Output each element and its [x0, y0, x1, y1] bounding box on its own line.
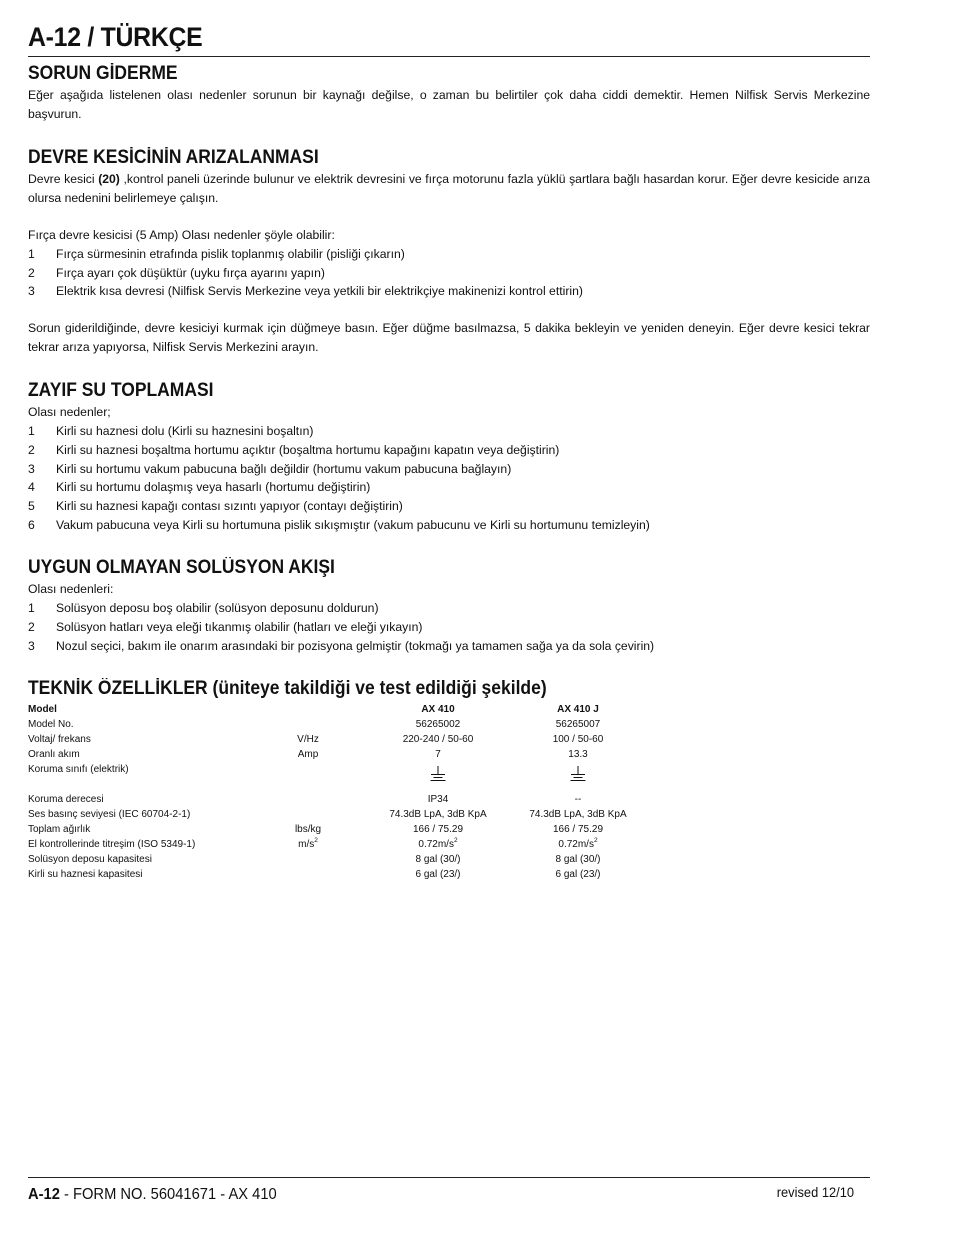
list-item: [28, 497, 870, 516]
table-cell: [248, 792, 368, 807]
list-item-text: Kirli su haznesi boşaltma hortumu açıktır (boşaltma hortumu kapağını kapatın veya değiştirin): [56, 442, 560, 457]
table-cell: AX 410: [421, 704, 455, 716]
table-cell: Model No.: [28, 719, 74, 731]
table-cell: Model: [28, 704, 57, 716]
document-body: [28, 62, 870, 882]
table-cell: 100 / 50-60: [552, 734, 604, 746]
table-cell: [508, 837, 648, 852]
table-cell: V/Hz: [297, 734, 319, 746]
table-cell: [508, 762, 648, 792]
page-title: A-12 / TÜRKÇE: [28, 22, 203, 52]
list-item-text: Fırça sürmesinin etrafında pislik toplanmış olabilir (pisliği çıkarın): [56, 247, 405, 261]
list-item: [28, 245, 870, 264]
table-cell: [368, 837, 508, 852]
table-row: [28, 717, 648, 732]
list-item-text: Solüsyon deposu boş olabilir (solüsyon deposunu doldurun): [56, 601, 379, 616]
table-cell: Oranlı akım: [28, 749, 80, 761]
troubleshooting-text: Eğer aşağıda listelenen olası nedenler sorunun bir kaynağı değilse, o zaman bu belirtiler çok daha ciddi demektir. Hemen Nilfisk Servis Merkezine başvurun.: [28, 88, 870, 121]
table-row: [28, 762, 648, 792]
list-item: [28, 264, 870, 283]
footer-divider: [28, 1177, 870, 1178]
footer-form-text: - FORM NO. 56041671 - AX 410: [59, 1186, 277, 1203]
table-cell: [248, 762, 368, 792]
list-item-text: Nozul seçici, bakım ile onarım arasındaki bir pozisyona gelmiştir (tokmağı ya tamamen sağa ya da sola çevirin): [56, 638, 655, 653]
breaker-text-pre: Devre kesici: [28, 172, 99, 186]
table-cell: --: [574, 794, 582, 806]
table-cell: Kirli su haznesi kapasitesi: [28, 869, 143, 881]
table-cell: 166 / 75.29: [412, 824, 464, 836]
table-row: [28, 852, 648, 867]
list-item-text: Solüsyon hatları veya eleği tıkanmış olabilir (hatları ve eleği yıkayın): [56, 620, 423, 635]
breaker-heading: DEVRE KESİCİNİN ARIZALANMASI: [28, 147, 319, 168]
footer-page-ref: A-12: [28, 1186, 60, 1203]
list-item: [28, 618, 870, 637]
list-item: [28, 478, 870, 497]
table-cell: Koruma sınıfı (elektrik): [28, 764, 129, 776]
list-item-number: 2: [28, 265, 35, 280]
list-item-text: Kirli su hortumu vakum pabucuna bağlı değildir (hortumu vakum pabucuna bağlayın): [56, 461, 512, 476]
list-item: [28, 441, 870, 460]
table-cell: Ses basınç seviyesi (IEC 60704-2-1): [28, 809, 191, 821]
table-cell: [248, 852, 368, 867]
list-item-text: Kirli su haznesi dolu (Kirli su haznesini boşaltın): [56, 424, 314, 439]
table-cell: 6 gal (23/): [415, 869, 461, 881]
table-cell: 74.3dB LpA, 3dB KpA: [389, 809, 487, 821]
table-row: [28, 837, 648, 852]
table-row: [28, 732, 648, 747]
breaker-text: [28, 170, 870, 208]
list-item-text: Elektrik kısa devresi (Nilfisk Servis Merkezine veya yetkili bir elektrikçiye makinenizi kontrol ettirin): [56, 284, 583, 299]
specs-table: [28, 702, 648, 882]
list-item-number: 2: [28, 442, 35, 457]
table-cell: 6 gal (23/): [555, 869, 601, 881]
ground-symbol-icon: [430, 766, 446, 782]
table-cell: Toplam ağırlık: [28, 824, 91, 836]
table-cell: 56265007: [555, 719, 601, 731]
table-cell: Voltaj/ frekans: [28, 734, 91, 746]
table-cell: 7: [435, 749, 441, 761]
list-item-text: Kirli su haznesi kapağı contası sızıntı yapıyor (contayı değiştirin): [56, 498, 403, 513]
weak-pickup-heading: ZAYIF SU TOPLAMASI: [28, 380, 214, 402]
table-cell: Solüsyon deposu kapasitesi: [28, 854, 152, 866]
solution-flow-heading: UYGUN OLMAYAN SOLÜSYON AKIŞI: [28, 557, 335, 579]
table-cell: Amp: [297, 749, 319, 761]
weak-pickup-list: [28, 422, 870, 534]
title-divider: [28, 56, 870, 57]
list-item-number: 1: [28, 424, 35, 439]
table-cell: AX 410 J: [557, 704, 599, 716]
breaker-closing-text: Sorun giderildiğinde, devre kesiciyi kurmak için düğmeye basın. Eğer düğme basılmazsa, 5 dakika bekleyin ve yeniden deneyin. Eğer devre kesici tekrar tekrar arıza yapıyorsa, Nilfisk Servis Merkezini arayın.: [28, 321, 870, 355]
list-item: [28, 282, 870, 301]
table-cell: 74.3dB LpA, 3dB KpA: [529, 809, 627, 821]
breaker-text-post: ,kontrol paneli üzerinde bulunur ve elektrik devresini ve fırça motorunu fazla yüklü şartlara bağlı hasardan korur. Eğer devre kesicide arıza olursa nedenini belirlemeye çalışın.: [28, 172, 870, 205]
unit-text: m/s: [298, 839, 315, 851]
troubleshooting-heading: SORUN GİDERME: [28, 63, 178, 84]
list-item-number: 3: [28, 638, 35, 653]
list-item-text: Fırça ayarı çok düşüktür (uyku fırça ayarını yapın): [56, 265, 325, 280]
list-item-number: 3: [28, 461, 35, 476]
list-item-text: Kirli su hortumu dolaşmış veya hasarlı (hortumu değiştirin): [56, 480, 371, 495]
table-cell: lbs/kg: [294, 824, 322, 836]
list-item-number: 6: [28, 517, 35, 532]
table-row: [28, 807, 648, 822]
list-item-number: 2: [28, 620, 35, 635]
table-cell: [368, 762, 508, 792]
table-cell: 166 / 75.29: [552, 824, 604, 836]
breaker-causes-list: [28, 245, 870, 301]
list-item: [28, 460, 870, 479]
ground-symbol-icon: [570, 766, 586, 782]
table-cell: Koruma derecesi: [28, 794, 104, 806]
table-row: [28, 867, 648, 882]
list-item: [28, 516, 870, 535]
footer-revision: revised 12/10: [776, 1184, 854, 1200]
list-item-number: 4: [28, 480, 35, 495]
list-item-text: Vakum pabucuna veya Kirli su hortumuna pislik sıkışmıştır (vakum pabucunu ve Kirli su hortumunu temizleyin): [56, 517, 650, 532]
breaker-list-intro: Fırça devre kesicisi (5 Amp) Olası nedenler şöyle olabilir:: [28, 228, 335, 242]
table-cell: IP34: [427, 794, 449, 806]
value-text: 0.72m/s: [558, 839, 594, 851]
superscript: 2: [453, 837, 458, 845]
specs-heading: TEKNİK ÖZELLİKLER (üniteye takildiği ve test edildiği şekilde): [28, 678, 547, 700]
list-item-number: 1: [28, 247, 35, 261]
table-cell: [248, 837, 368, 852]
table-cell: 13.3: [568, 749, 588, 761]
table-cell: [248, 807, 368, 822]
list-item-number: 5: [28, 498, 35, 513]
solution-flow-list: [28, 599, 870, 655]
table-cell: 220-240 / 50-60: [402, 734, 474, 746]
superscript: 2: [314, 837, 318, 845]
table-cell: 56265002: [415, 719, 461, 731]
table-cell: 8 gal (30/): [415, 854, 461, 866]
weak-pickup-intro: Olası nedenler;: [28, 405, 111, 420]
table-row: [28, 747, 648, 762]
value-text: 0.72m/s: [418, 839, 454, 851]
table-row: [28, 792, 648, 807]
superscript: 2: [593, 837, 598, 845]
table-cell: El kontrollerinde titreşim (ISO 5349-1): [28, 839, 196, 851]
table-cell: [248, 867, 368, 882]
list-item: [28, 637, 870, 656]
table-row: [28, 822, 648, 837]
breaker-ref-number: (20): [98, 172, 120, 186]
table-header-row: [28, 702, 648, 717]
footer-form-number: [28, 1186, 277, 1204]
solution-flow-intro: Olası nedenleri:: [28, 582, 114, 597]
list-item: [28, 599, 870, 618]
table-cell: [248, 717, 368, 732]
table-cell: [248, 702, 368, 717]
list-item-number: 1: [28, 601, 35, 616]
list-item: [28, 422, 870, 441]
list-item-number: 3: [28, 284, 35, 299]
table-cell: 8 gal (30/): [555, 854, 601, 866]
